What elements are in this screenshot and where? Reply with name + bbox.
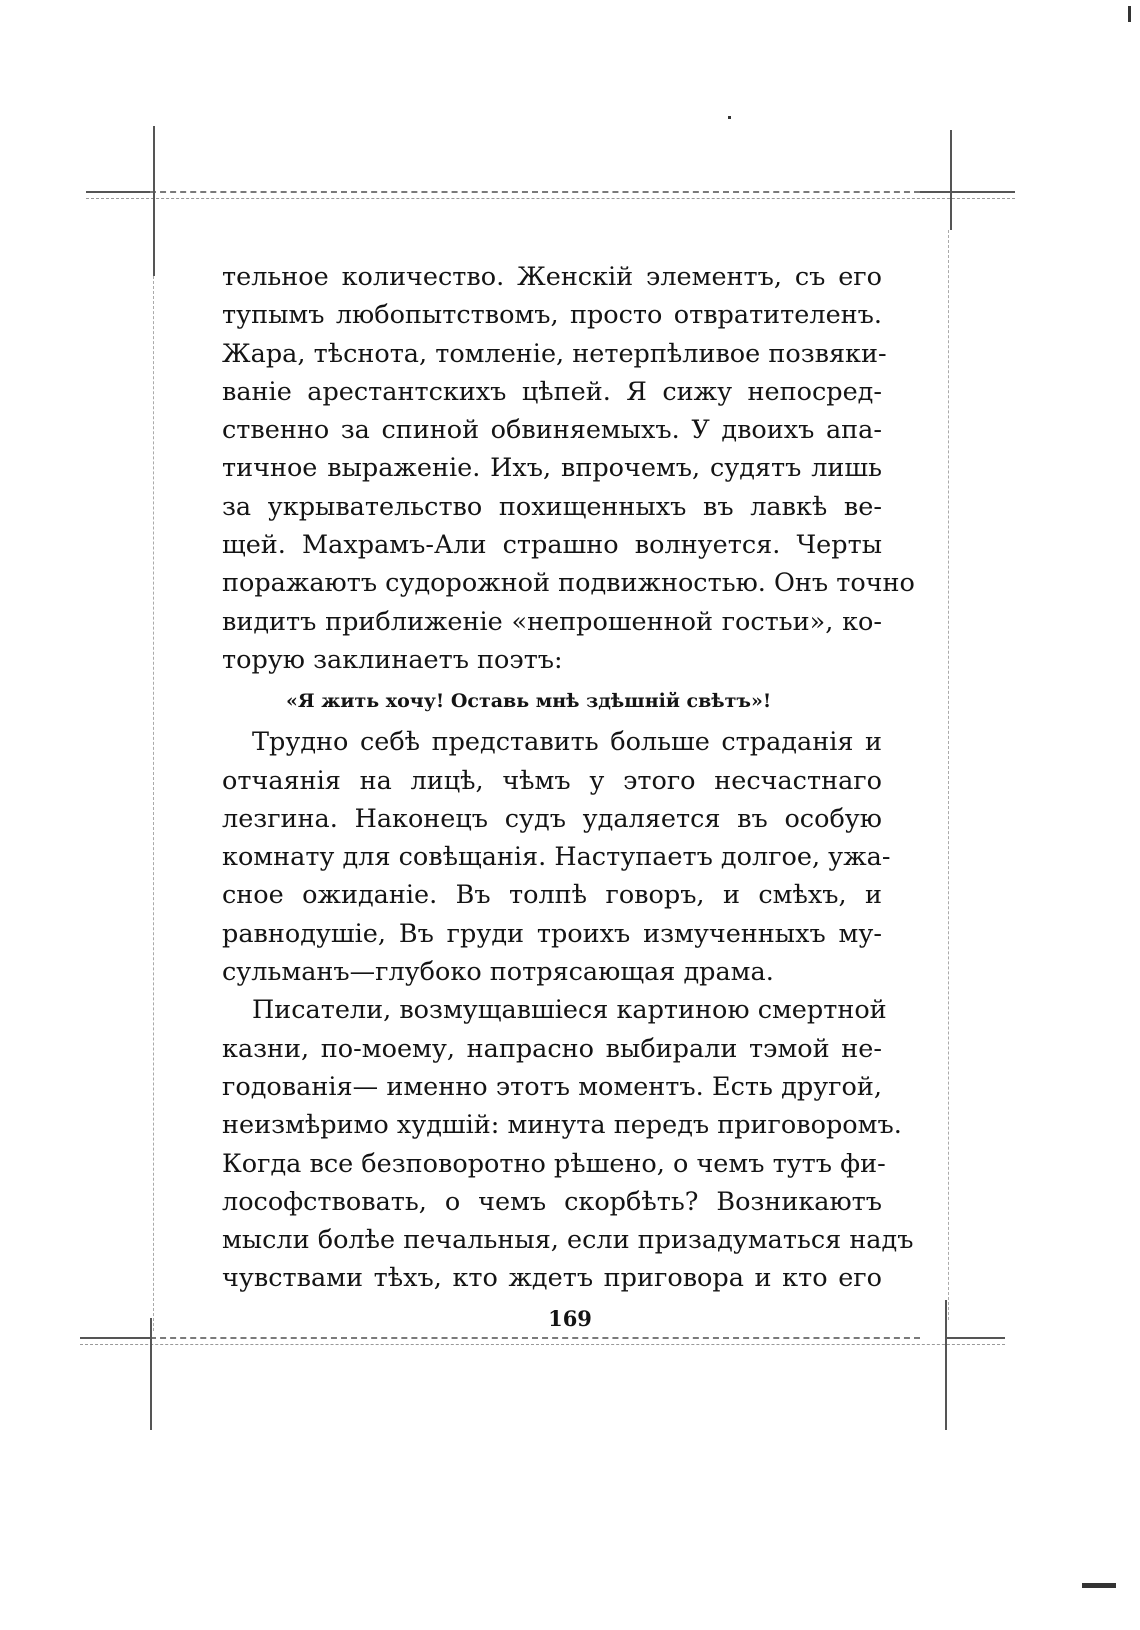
text-line: равнодушіе, Въ груди троихъ измученныхъ му- xyxy=(222,918,882,949)
text-line: сульманъ—глубоко потрясающая драма. xyxy=(222,957,774,988)
frame-bottom-rule-left xyxy=(80,1337,150,1339)
text-line: годованія— именно этотъ моментъ. Есть другой, xyxy=(222,1071,882,1102)
frame-left-rule xyxy=(153,126,155,276)
text-line: тельное количество. Женскій элементъ, съ его xyxy=(222,262,882,292)
frame-top-rule xyxy=(150,191,920,193)
text-line: торую заклинаетъ поэтъ: xyxy=(222,644,563,675)
scan-speck xyxy=(728,116,731,119)
text-line: лезгина. Наконецъ судъ удаляется въ особую xyxy=(222,803,882,834)
text-line: сное ожиданіе. Въ толпѣ говоръ, и смѣхъ, и xyxy=(222,880,882,911)
scan-speck xyxy=(1082,1583,1116,1588)
frame-bottom-rule-second xyxy=(80,1344,1005,1345)
frame-bottom-rule xyxy=(150,1337,920,1339)
frame-top-rule-second xyxy=(86,198,1015,199)
frame-right-rule-dashed xyxy=(948,230,949,1320)
text-line: тичное выраженіе. Ихъ, впрочемъ, судятъ лишь xyxy=(222,453,882,484)
text-line: казни, по-моему, напрасно выбирали тэмой не- xyxy=(222,1033,882,1064)
text-line: отчаянія на лицѣ, чѣмъ у этого несчастнаго xyxy=(222,765,882,796)
paragraph-first-line: Писатели, возмущавшіеся картиною смертной xyxy=(252,995,887,1026)
page-number: 169 xyxy=(548,1306,592,1331)
text-line: Жара, тѣснота, томленіе, нетерпѣливое позвяки- xyxy=(222,338,887,369)
text-line: поражаютъ судорожной подвижностью. Онъ точно xyxy=(222,568,915,599)
frame-left-rule-bottom xyxy=(150,1318,152,1430)
text-line: комнату для совѣщанія. Наступаетъ долгое, ужа- xyxy=(222,842,891,873)
text-line: чувствами тѣхъ, кто ждетъ приговора и кто его xyxy=(222,1263,882,1294)
text-line: видитъ приближеніе «непрошенной гостьи», ко- xyxy=(222,606,882,637)
frame-top-rule-left xyxy=(86,191,150,193)
frame-right-rule xyxy=(950,130,952,230)
text-line: неизмѣримо худшій: минута передъ приговоромъ. xyxy=(222,1110,902,1141)
scan-speck xyxy=(1128,6,1131,22)
text-line: тупымъ любопытствомъ, просто отвратителенъ. xyxy=(222,300,882,331)
text-line: ваніе арестантскихъ цѣпей. Я сижу непосред- xyxy=(222,376,882,407)
frame-bottom-rule-right xyxy=(945,1337,1005,1339)
paragraph-first-line: Трудно себѣ представить больше страданія и xyxy=(252,727,882,758)
poem-quote: «Я жить хочу! Оставь мнѣ здѣшній свѣтъ»! xyxy=(286,690,772,713)
text-line: мысли болѣе печальныя, если призадуматься надъ xyxy=(222,1225,914,1256)
text-line: лософствовать, о чемъ скорбѣть? Возникаютъ xyxy=(222,1186,882,1217)
text-line: за укрывательство похищенныхъ въ лавкѣ ве- xyxy=(222,491,882,522)
body-text xyxy=(222,258,915,1298)
frame-top-rule-right xyxy=(920,191,1015,193)
text-line: ственно за спиной обвиняемыхъ. У двоихъ апа- xyxy=(222,415,882,446)
frame-left-rule-dashed xyxy=(153,276,154,1331)
text-line: Когда все безповоротно рѣшено, о чемъ тутъ фи- xyxy=(222,1148,886,1179)
text-line: щей. Махрамъ-Али страшно волнуется. Черты xyxy=(222,530,882,561)
